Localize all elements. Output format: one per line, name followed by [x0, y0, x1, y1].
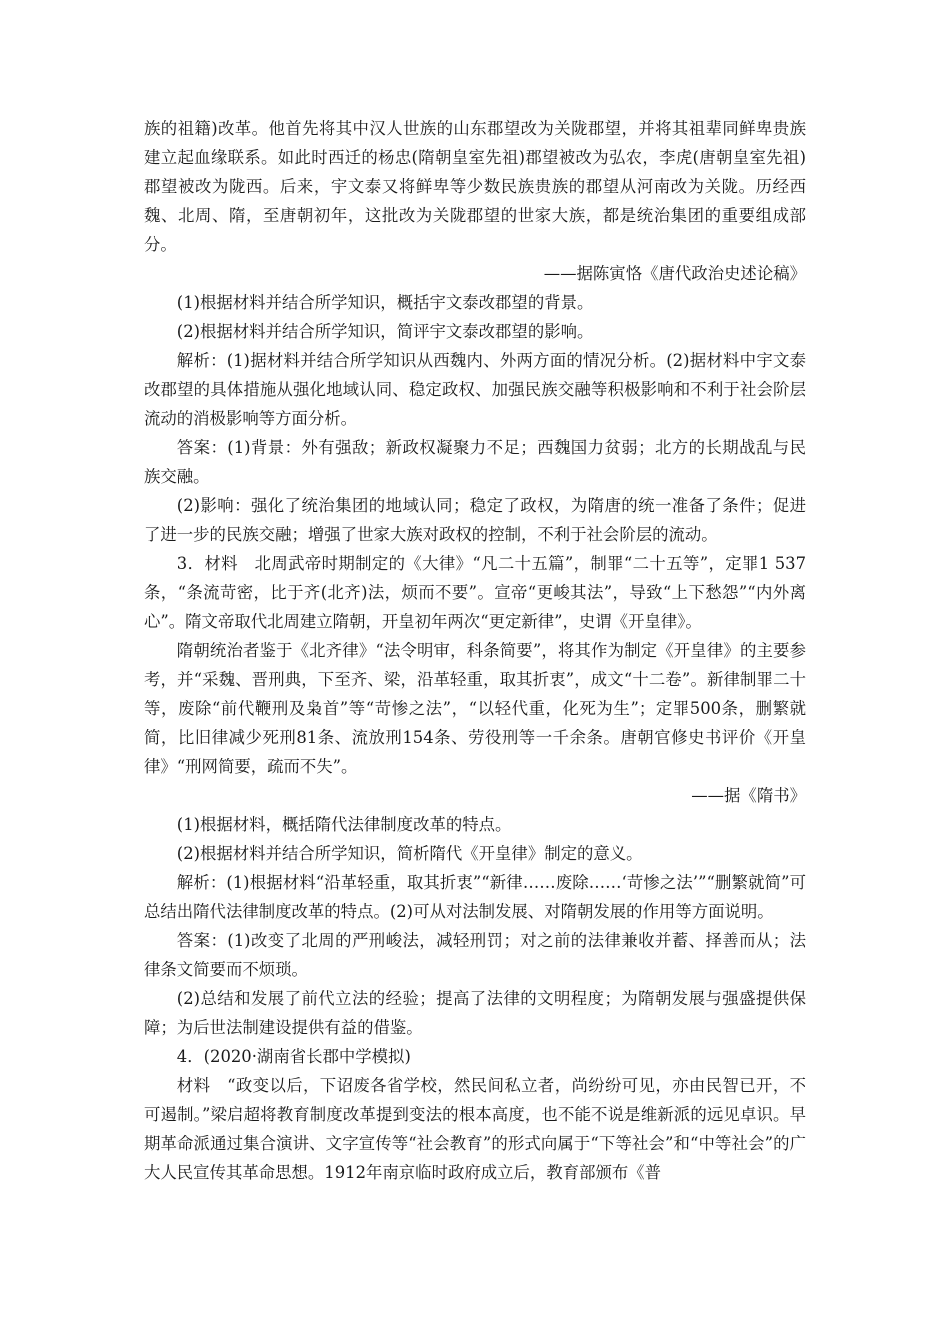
question-2: (2)根据材料并结合所学知识，简评宇文泰改郡望的影响。 — [176, 322, 594, 341]
citation-source: ——据《隋书》 — [691, 786, 806, 805]
answer-2: (2)影响：强化了统治集团的地域认同；稳定了政权，为隋唐的统一准备了条件；促进了进一步的民族交融；增强了世家大族对政权的控制，不利于社会阶层的流动。 — [144, 496, 806, 544]
question-4-heading: 4．(2020·湖南省长郡中学模拟) — [176, 1047, 411, 1066]
answer-1: 答案：(1)背景：外有强敌；新政权凝聚力不足；西魏国力贫弱；北方的长期战乱与民族交融。 — [144, 438, 806, 486]
material-4: 材料 “政变以后，下诏废各省学校，然民间私立者，尚纷纷可见，亦由民智已开，不可遏制。”梁启超将教育制度改革提到变法的根本高度，也不能不说是维新派的远见卓识。早期革命派通过集合演讲、文字宣传等“社会教育”的形式向属于“下等社会”和“中等社会”的广大人民宣传其革命思想。1912年南京临时政府成立后，教育部颁布《普 — [144, 1076, 806, 1182]
question-1: (1)根据材料并结合所学知识，概括宇文泰改郡望的背景。 — [176, 293, 594, 312]
question-1: (1)根据材料，概括隋代法律制度改革的特点。 — [176, 815, 512, 834]
material-3: 3．材料 北周武帝时期制定的《大律》“凡二十五篇”，制罪“二十五等”，定罪1 537条，“条流苛密，比于齐(北齐)法，烦而不要”。宣帝“更峻其法”，导致“上下愁怨”“内外离心”。隋文帝取代北周建立隋朝，开皇初年两次“更定新律”，史谓《开皇律》。 — [144, 554, 806, 631]
analysis: 解析：(1)根据材料“沿革轻重，取其折衷”“新律……废除……‘苛惨之法’”“删繁就简”可总结出隋代法律制度改革的特点。(2)可从对法制发展、对隋朝发展的作用等方面说明。 — [144, 873, 806, 921]
document-body — [144, 114, 806, 1187]
citation-source: ——据陈寅恪《唐代政治史述论稿》 — [543, 264, 806, 283]
answer-1: 答案：(1)改变了北周的严刑峻法，减轻刑罚；对之前的法律兼收并蓄、择善而从；法律条文简要而不烦琐。 — [144, 931, 806, 979]
answer-2: (2)总结和发展了前代立法的经验；提高了法律的文明程度；为隋朝发展与强盛提供保障；为后世法制建设提供有益的借鉴。 — [144, 989, 806, 1037]
material-3-continued: 隋朝统治者鉴于《北齐律》“法令明审，科条简要”，将其作为制定《开皇律》的主要参考，并“采魏、晋刑典，下至齐、梁，沿革轻重，取其折衷”，成文“十二卷”。新律制罪二十等，废除“前代鞭刑及枭首”等“苛惨之法”，“以轻代重，化死为生”；定罪500条，删繁就简，比旧律减少死刑81条、流放刑154条、劳役刑等一千余条。唐朝官修史书评价《开皇律》“刑网简要，疏而不失”。 — [144, 641, 806, 776]
question-2: (2)根据材料并结合所学知识，简析隋代《开皇律》制定的意义。 — [176, 844, 643, 863]
analysis: 解析：(1)据材料并结合所学知识从西魏内、外两方面的情况分析。(2)据材料中宇文泰改郡望的具体措施从强化地域认同、稳定政权、加强民族交融等积极影响和不利于社会阶层流动的消极影响等方面分析。 — [144, 351, 806, 428]
paragraph: 族的祖籍)改革。他首先将其中汉人世族的山东郡望改为关陇郡望，并将其祖辈同鲜卑贵族建立起血缘联系。如此时西迁的杨忠(隋朝皇室先祖)郡望被改为弘农，李虎(唐朝皇室先祖)郡望被改为陇西。后来，宇文泰又将鲜卑等少数民族贵族的郡望从河南改为关陇。历经西魏、北周、隋，至唐朝初年，这批改为关陇郡望的世家大族，都是统治集团的重要组成部分。 — [144, 119, 806, 254]
